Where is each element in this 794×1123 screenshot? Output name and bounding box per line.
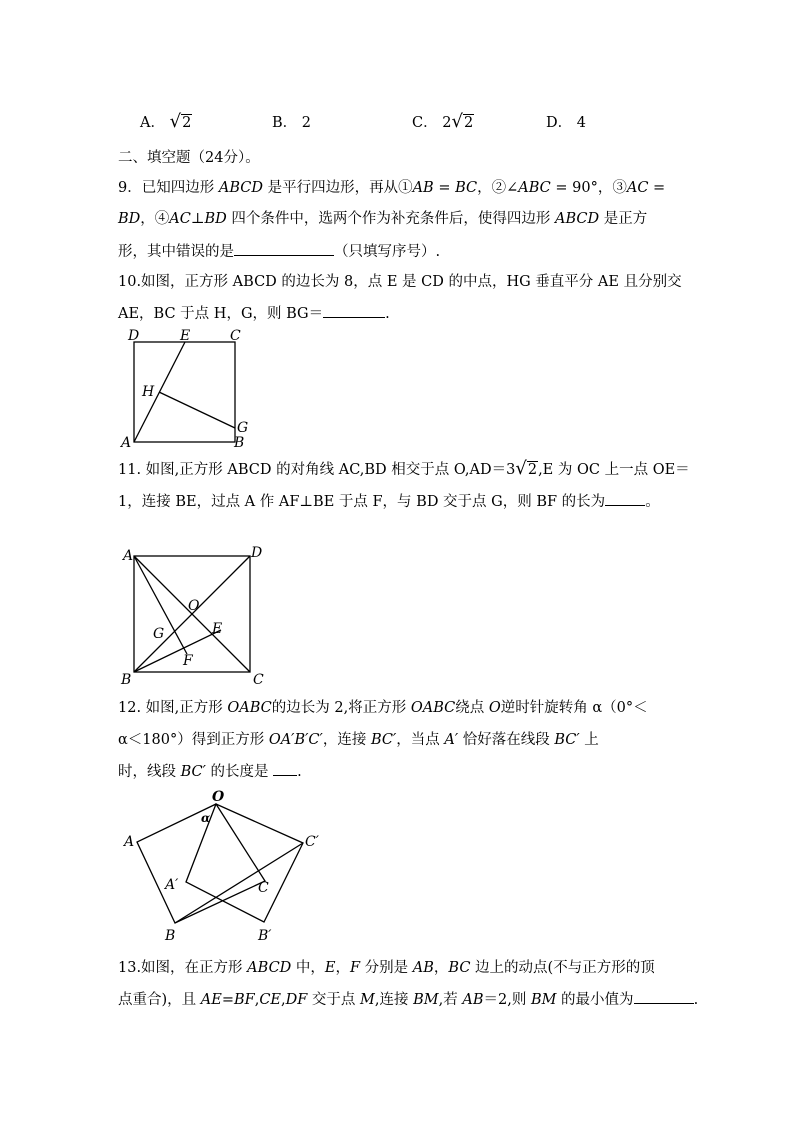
label-D: D [251,545,263,561]
label-O: O [188,598,200,614]
label-alpha: α [201,811,211,825]
section-heading: 二、填空题（24分）。 [118,150,260,166]
sqrt-2: √2 [169,111,192,132]
label-B: B [121,672,132,688]
label-Bp: B′ [258,928,272,944]
label-G: G [153,626,165,642]
q11-line1: 11. 如图,正方形 ABCD 的对角线 AC,BD 相交于点 O,AD＝3√2,E 为 OC 上一点 OE＝ [118,458,690,479]
answer-blank[interactable] [273,761,297,776]
label-E: E [180,328,191,344]
label-C: C [258,880,269,896]
answer-blank[interactable] [323,303,385,318]
label-C: C [230,328,241,344]
label-A: A [123,548,134,564]
label-B: B [165,928,176,944]
label-A: A [121,435,132,451]
option-a: A． √2 [140,111,192,132]
q12-line2: α＜180°）得到正方形 OA′B′C′，连接 BC′，当点 A′ 恰好落在线段 BC′ 上 [118,732,599,748]
q10-line1: 10.如图，正方形 ABCD 的边长为 8，点 E 是 CD 的中点，HG 垂直平分 AE 且分别交 [118,274,682,290]
label-Ap: A′ [165,877,179,893]
q9-line3: 形，其中错误的是 （只填写序号）. [118,240,440,261]
answer-blank[interactable] [234,241,334,256]
label-Cp: C′ [305,834,319,850]
q9-line2: BD，④AC⊥BD 四个条件中，选两个作为补充条件后，使得四边形 ABCD 是正方 [118,211,648,227]
q11-line2: 1，连接 BE，过点 A 作 AF⊥BE 于点 F，与 BD 交于点 G，则 BF 的长为 。 [118,490,660,511]
q10-line2: AE，BC 于点 H，G，则 BG＝ . [118,302,390,323]
label-O: O [212,789,225,805]
label-D: D [128,328,140,344]
label-B: B [234,435,245,451]
q13-line1: 13.如图，在正方形 ABCD 中，E，F 分别是 AB，BC 边上的动点(不与正方形的顶 [118,960,655,976]
answer-blank[interactable] [634,989,694,1004]
option-b: B． 2 [272,115,311,131]
label-E: E [212,621,223,637]
q9-line1: 9．已知四边形 ABCD 是平行四边形，再从①AB = BC，②∠ABC = 90°，③AC = [118,180,666,196]
option-c: C． 2√2 [412,111,474,132]
q12-line1: 12. 如图,正方形 OABC的边长为 2,将正方形 OABC绕点 O逆时针旋转角 α（0°＜ [118,700,648,716]
answer-blank[interactable] [605,491,645,506]
label-A: A [124,834,135,850]
label-C: C [253,672,264,688]
q12-line3: 时，线段 BC′ 的长度是 . [118,760,302,781]
label-H: H [142,384,155,400]
option-d: D． 4 [546,115,586,131]
label-G: G [237,420,249,436]
q13-line2: 点重合)，且 AE=BF,CE,DF 交于点 M,连接 BM,若 AB＝2,则 BM 的最小值为 . [118,988,698,1009]
label-F: F [183,653,193,669]
